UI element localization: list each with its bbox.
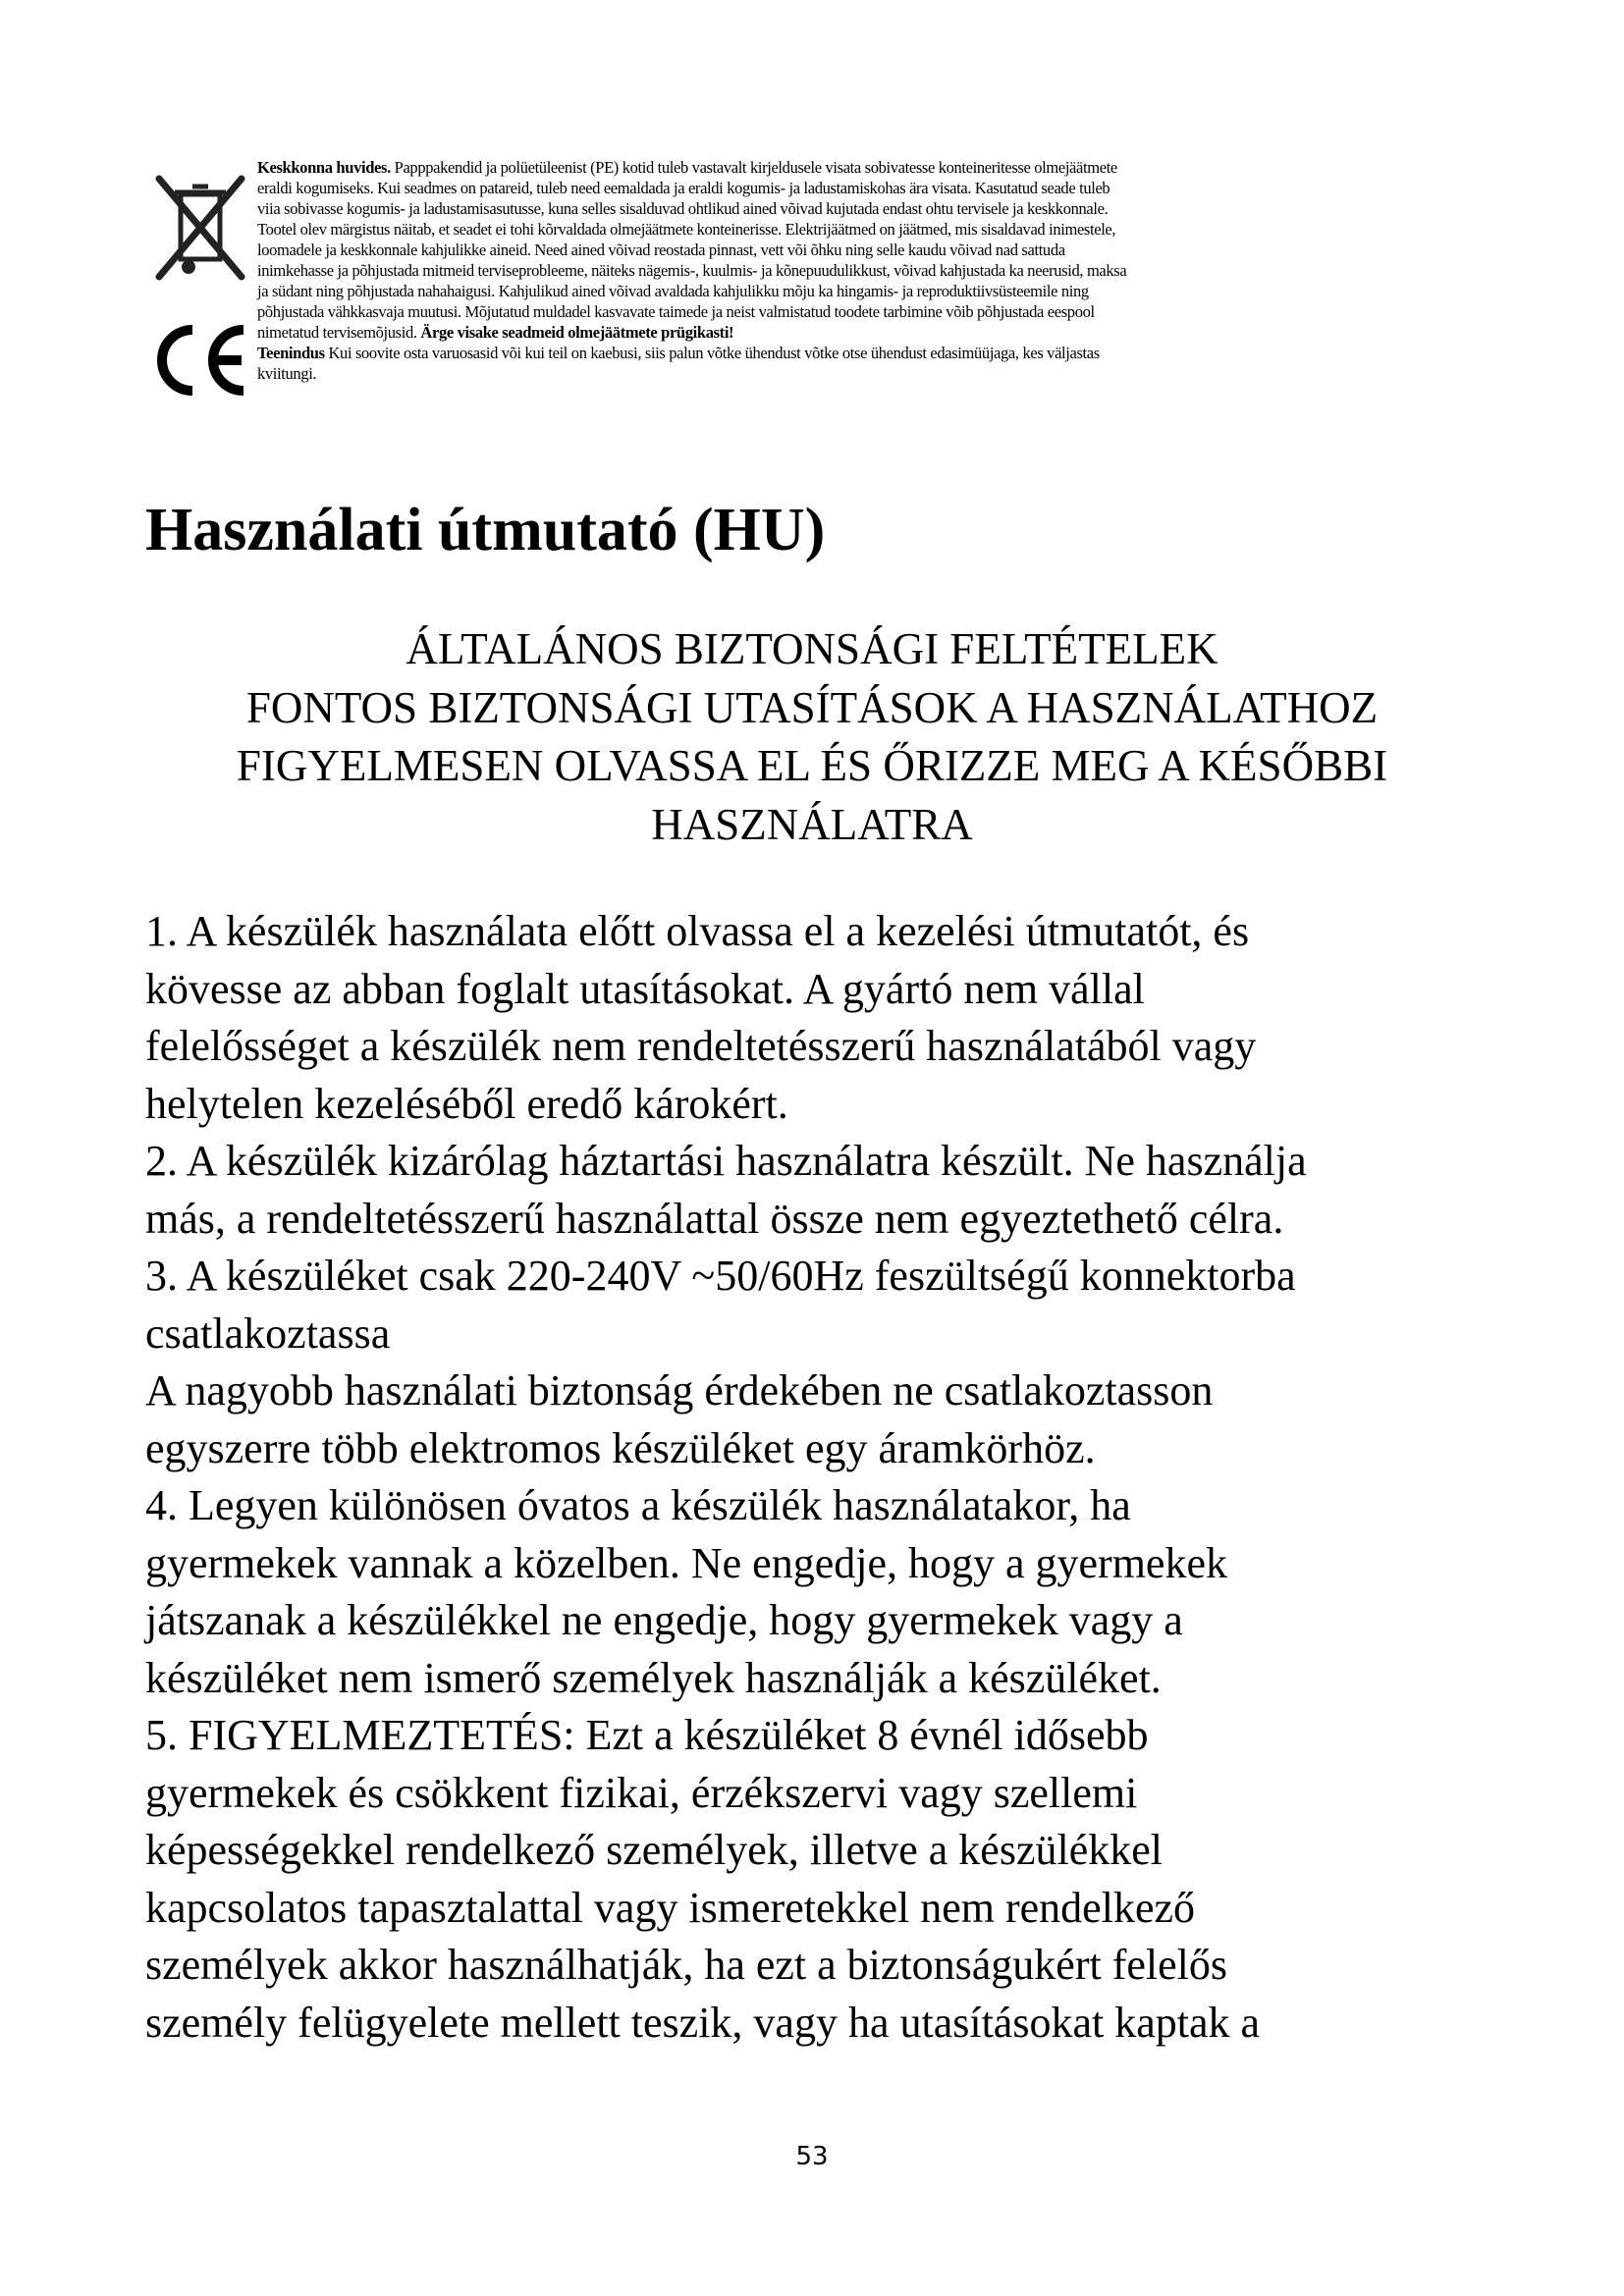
notice-text: eraldi kogumiseks. Kui seadmes on patareid, tuleb need eemaldada ja eraldi kogumis- ja ladustamiskohas ära visata. Kasutatud seade tuleb: [257, 179, 1110, 197]
notice-text: nimetatud tervisemõjusid.: [257, 323, 421, 342]
notice-line: [257, 281, 1534, 301]
heading-line: FIGYELMESEN OLVASSA EL ÉS ŐRIZZE MEG A KÉSŐBBI: [236, 741, 1388, 790]
notice-line: [257, 260, 1534, 281]
notice-text: Kui soovite osta varuosasid või kui teil on kaebusi, siis palun võtke ühendust võtke otse ühendust edasimüüjaga, kes väljastas: [324, 344, 1100, 362]
notice-line: [257, 301, 1534, 322]
notice-text: ja südant ning põhjustada nahahaigusi. Kahjulikud ained võivad avaldada kahjulikku mõju ka hingamis- ja reproduktiivsüsteemile ning: [257, 282, 1089, 300]
heading-line: HASZNÁLATRA: [651, 799, 973, 849]
body-line: 1. A készülék használata előtt olvassa el a kezelési útmutatót, és: [145, 907, 1250, 955]
notice-bold: Keskkonna huvides.: [257, 158, 391, 177]
body-line: felelősséget a készülék nem rendeltetésszerű használatából vagy: [145, 1022, 1257, 1070]
page-number: 53: [795, 2142, 829, 2171]
notice-warning: Ärge visake seadmeid olmejäätmete prügikasti!: [420, 323, 734, 342]
body-line: játszanak a készülékkel ne engedje, hogy gyermekek vagy a: [145, 1596, 1183, 1644]
notice-text: loomadele ja keskkonnale kahjulikke aineid. Need ained võivad reostada pinnast, vett või õhku ning selle kaudu võivad nad sattuda: [257, 240, 1065, 259]
body-line: egyszerre több elektromos készüléket egy áramkörhöz.: [145, 1423, 1096, 1472]
notice-text: viia sobivasse kogumis- ja ladustamisasutusse, kuna selles sisalduvad ohtlikud ained võivad kujutada endast ohtu tervisele ja keskkonnale.: [257, 199, 1109, 218]
notice-bold: Teenindus: [257, 344, 325, 362]
disposal-notice-et: [257, 157, 1534, 384]
notice-line: [257, 178, 1534, 198]
body-line: 5. FIGYELMEZTETÉS: Ezt a készüléket 8 évnél idősebb: [145, 1711, 1149, 1759]
notice-line: [257, 198, 1534, 219]
body-line: 3. A készüléket csak 220-240V ~50/60Hz feszültségű konnektorba: [145, 1252, 1296, 1300]
body-line: személy felügyelete mellett teszik, vagy ha utasításokat kaptak a: [145, 1998, 1261, 2047]
body-line: más, a rendeltetésszerű használattal össze nem egyeztethető célra.: [145, 1194, 1284, 1243]
body-line: személyek akkor használhatják, ha ezt a biztonságukért felelős: [145, 1941, 1227, 1989]
body-line: gyermekek vannak a közelben. Ne engedje, hogy a gyermekek: [145, 1538, 1227, 1587]
notice-text: põhjustada vähkkasvaja muutusi. Mõjutatud muldadel kasvavate taimede ja neist valmistatud toodete tarbimine võib põhjustada eespool: [257, 302, 1095, 321]
notice-text: inimkehasse ja põhjustada mitmeid terviseprobleeme, näiteks nägemis-, kuulmis- ja kõnepuudulikkust, võivad kahjustada ka neerusid, maksa: [257, 261, 1127, 280]
safety-headings: [0, 620, 1624, 854]
notice-text: kviitungi.: [257, 364, 317, 383]
body-line: 4. Legyen különösen óvatos a készülék használatakor, ha: [145, 1481, 1131, 1529]
heading-line: ÁLTALÁNOS BIZTONSÁGI FELTÉTELEK: [406, 624, 1218, 673]
notice-line: [257, 157, 1534, 178]
notice-text: Tootel olev märgistus näitab, et seadet ei tohi kõrvaldada olmejäätmete konteinerisse. Elektrijäätmed on jäätmed, mis sisaldavad inimestele,: [257, 220, 1116, 239]
heading-line: FONTOS BIZTONSÁGI UTASÍTÁSOK A HASZNÁLATHOZ: [245, 682, 1379, 732]
notice-line: [257, 322, 1534, 343]
notice-line: [257, 240, 1534, 260]
notice-line: [257, 363, 1534, 384]
notice-line: [257, 219, 1534, 240]
body-line: A nagyobb használati biztonság érdekében ne csatlakoztasson: [145, 1366, 1214, 1415]
body-line: 2. A készülék kizárólag háztartási használatra készült. Ne használja: [145, 1137, 1307, 1185]
notice-line: [257, 343, 1534, 363]
body-line: gyermekek és csökkent fizikai, érzékszervi vagy szellemi: [145, 1768, 1138, 1817]
crossed-out-wheelie-bin-icon: [153, 173, 247, 287]
body-line: kövesse az abban foglalt utasításokat. A gyártó nem vállal: [145, 964, 1145, 1013]
notice-text: Papppakendid ja polüetüleenist (PE) kotid tuleb vastavalt kirjeldusele visata sobivatesse konteineritesse olmejäätmete: [390, 158, 1117, 177]
safety-instructions: [145, 903, 1540, 2052]
body-line: helytelen kezeléséből eredő károkért.: [145, 1079, 788, 1128]
page-title: Használati útmutató (HU): [145, 497, 826, 563]
ce-mark-icon: [153, 324, 251, 397]
body-line: kapcsolatos tapasztalattal vagy ismeretekkel nem rendelkező: [145, 1883, 1195, 1932]
body-line: készüléket nem ismerő személyek használják a készüléket.: [145, 1653, 1162, 1702]
body-line: képességekkel rendelkező személyek, illetve a készülékkel: [145, 1826, 1163, 1874]
body-line: csatlakoztassa: [145, 1308, 391, 1358]
